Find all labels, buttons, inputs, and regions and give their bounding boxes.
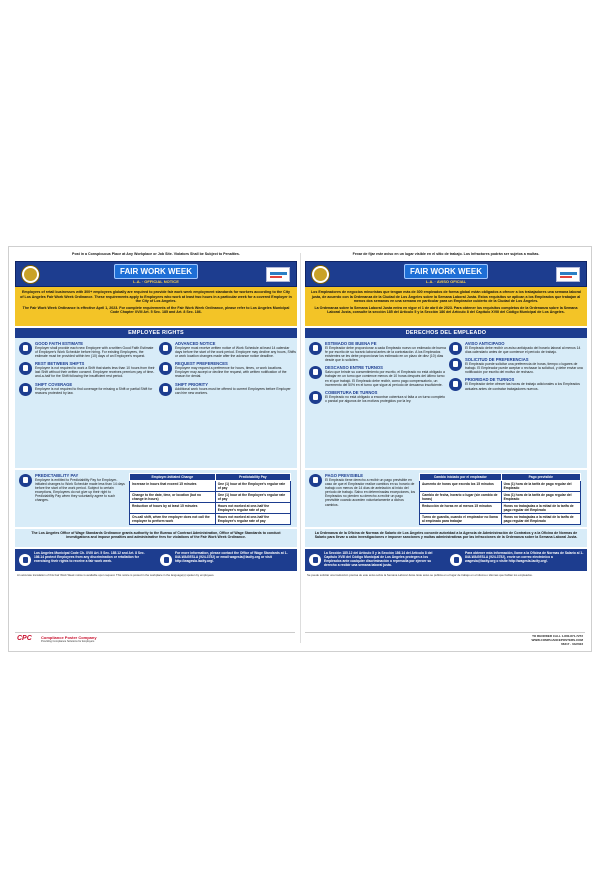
right-item: DESCANSO ENTRE TURNOS Salvo que brinde su consentimiento por escrito, el Empleado no está obligado a trabajar en un turno que comience menos de 10 horas después del último turno en el que trabajó. El Empleado debe recibir, como pago compensatorio, un incremento del 50% en el turno que sigue al período de descanso insuficiente. [307,365,446,386]
fine-print: Se puede solicitar una traducción precisa de este aviso sobre la Semana Laboral Justa. Este aviso se publica en el lugar de trabajo en el idioma o idiomas que hablan los empleados. [307,574,533,577]
intro-panel [305,287,587,326]
spanish-column [301,247,591,647]
wage-standards-logo-icon [556,267,580,282]
company-name: Compliance Poster Company [41,635,97,640]
people-icon [19,383,32,396]
poster-title: FAIR WORK WEEK [114,264,198,279]
section-header: DERECHOS DEL EMPLEADO [305,328,587,338]
table-row: Increase in hours that exceed 15 minutes One (1) hour at the Employee's regular rate of pay [130,481,291,492]
posting-notice: Post in a Conspicuous Place at Any Workplace or Job Site. Violators Shall be Subject to Penalties. [72,252,240,256]
no-retaliation-icon [19,554,31,566]
wage-standards-note: The Los Angeles Office of Wage Standards Ordinance grants authority to the Bureau of Contract Administration, Office of Wage Standards to conduct investigations and impose penalties and administrative fees for violations of the Fair Work Week Ordinance. [15,529,297,547]
right-item: PRIORIDAD DE TURNOS El Empleador debe ofrecer las horas de trabajo adicionales a los Empleados actuales antes de contratar trabajadores nuevos. [447,377,586,390]
poster-footer [15,632,295,645]
intro-effective-text: La Ordenanza sobre la Semana Laboral Justa entra en vigor el 1 de abril de 2023. Para obtener los requisitos completos de la Ordenanza sobre la Semana Laboral Justa, consulte la sección 185 del Artículo 5 y la Sección 186 del Artículo 8 del Capítulo XVIII del Código Municipal de Los Ángeles. [314,305,578,315]
predictability-pay-table: Employer-Initiated Change Predictability Pay Increase in hours that exceed 15 minutes One (1) hour at the Employee's regular rate of pay Change to the date, time, or location (but no change in hours) One (1) hour at the Employee's regular rate of pay Reduction of hours by at least 15 minutes Hours not worked at one-half the Employee's regular rate of pay On-call shift, when the employer does not call the employee to perform work Hours not worked at one-half the Employee's regular rate of pay [129,473,291,525]
no-retaliation-icon [309,554,321,566]
right-item: AVISO ANTICIPADO El Empleado debe recibir un aviso anticipado del horario laboral al menos 14 días calendario antes de que comience el período de trabajo. [447,341,586,354]
poster-header [15,261,297,287]
intro-text: Los Empleadores de negocios minoristas que tengan más de 300 empleados de forma global están obligados a ofrecer a los trabajadores una semana laboral justa, de acuerdo con la Ordenanza de la Ciudad de Los Ángeles sobre la Semana Laboral Justa. Estos requisitos se aplican a los Empleados que trabajan al menos dos semanas en una semana en particular para un Empleador cubierto de la Ciudad de Los Ángeles. [310,290,581,304]
request-icon [159,362,172,375]
wage-standards-logo-icon [266,267,290,282]
poster-title: FAIR WORK WEEK [404,264,488,279]
rights-panel [305,338,587,468]
right-item: ADVANCED NOTICE Employee must receive written notice of Work Schedule at least 14 calendar days before the start of the work period. Employee may decline any hours, Shifts or work location changes made after the advance notice deadline. [157,341,296,358]
right-item: REQUEST PREFERENCES Employee may request a preference for hours, times, or work locations. Employer may accept or decline the request, with written notification of the reason for denial. [157,361,296,378]
request-icon [449,358,462,371]
city-seal-icon [312,266,329,283]
reorder-info: TO REORDER CALL 1-800-871-7272 WWW.COMPLIANCEPOSTERS.COM 66217 · 04/2023 [531,634,583,646]
section-header: EMPLOYEE RIGHTS [15,328,297,338]
poster-header [305,261,587,287]
predictability-pay-panel: PAGO PREVISIBLE El Empleado tiene derecho a recibir un pago previsible en caso de que el Empleador realice cambios en su horario de trabajo con menos de 14 días de antelación al inicio del período de trabajo. Salvo en determinadas excepciones, los Empleados no pierden su derecho a recibir un pago previsible cuando acceden voluntariamente a dichos cambios. Cambio iniciado por el empleador Pago previsible Aumento de horas que exceda los 15 minutos Una (1) hora de la tarifa de pago regular del Empleado Cambio de fecha, horario o lugar (sin cambio de horas) Una (1) hora de la tarifa de pago regular del Empleado Reducción de horas en al menos 15 minutos Horas no trabajadas a la mitad de la tarifa de pago regular del Empleado Turno de guardia, cuando el empleador no llama al empleado para trabajar Horas no trabajadas a la mitad de la tarifa de pago regular del Empleado [305,470,587,527]
cpc-logo-icon: CPC [17,635,32,642]
table-row: Reduction of hours by at least 15 minutes Hours not worked at one-half the Employee's regular rate of pay [130,503,291,514]
table-row: Reducción de horas en al menos 15 minutos Horas no trabajadas a la mitad de la tarifa de pago regular del Empleado [420,503,581,514]
bottom-band: Los Angeles Municipal Code Ch. XVIII Art. 5 Sec. 185.12 and Art. 8 Sec. 186.14 protect Employees from any discrimination or retaliation for exercising their rights to receive a fair work week. For more information, please contact the Office of Wage Standards at 1-844-WAGESLA (924-3752) or email wagesla@lacity.org or visit http://wagesla.lacity.org/. [15,549,297,571]
rights-panel [15,338,297,468]
table-row: On-call shift, when the employer does not call the employee to perform work Hours not worked at one-half the Employee's regular rate of pay [130,514,291,525]
priority-icon [449,378,462,391]
table-row: Cambio de fecha, horario o lugar (sin cambio de horas) Una (1) hora de la tarifa de pago regular del Empleado [420,492,581,503]
predictability-pay-table: Cambio iniciado por el empleador Pago previsible Aumento de horas que exceda los 15 minutos Una (1) hora de la tarifa de pago regular del Empleado Cambio de fecha, horario o lugar (sin cambio de horas) Una (1) hora de la tarifa de pago regular del Empleado Reducción de horas en al menos 15 minutos Horas no trabajadas a la mitad de la tarifa de pago regular del Empleado Turno de guardia, cuando el empleador no llama al empleado para trabajar Horas no trabajadas a la mitad de la tarifa de pago regular del Empleado [419,473,581,525]
estimate-icon [19,342,32,355]
poster-subtitle: L.A. · AVISO OFICIAL [425,279,467,284]
fair-work-week-poster [8,246,592,652]
table-row: Change to the date, time, or location (but no change in hours) One (1) hour at the Employee's regular rate of pay [130,492,291,503]
checklist-icon [159,342,172,355]
bottom-band: La Sección 185.12 del Artículo 5 y la Sección 186.14 del Artículo 8 del Capítulo XVIII del Código Municipal de Los Ángeles protegen a los Empleados ante cualquier discriminación o represalia por ejercer su derecho a recibir una semana laboral justa. Para obtener más información, llame a la Oficina de Normas de Salario al 1-844-WAGESLA (924-3752), envíe un correo electrónico a wagesla@lacity.org o visite http://wagesla.lacity.org/. [305,549,587,571]
bed-icon [309,366,322,379]
poster-subtitle: L.A. · OFFICIAL NOTICE [133,279,179,284]
right-item: SOLICITUD DE PREFERENCIAS El Empleado puede solicitar una preferencia de horas, tiempo o lugares de trabajo. El Empleador puede aceptar o rechazar la solicitud, y debe enviar una notificación por escrito del motivo de rechazo. [447,357,586,374]
people-icon [309,391,322,404]
predictability-pay-panel: PREDICTABILITY PAY Employee is entitled to Predictability Pay for Employer-initiated changes to Work Schedule made less than 14 days before the start of the work period. Subject to certain exceptions, Employees do not give up their right to Predictability Pay when they voluntarily agree to such changes. Employer-Initiated Change Predictability Pay Increase in hours that exceed 15 minutes One (1) hour at the Employee's regular rate of pay Change to the date, time, or location (but no change in hours) One (1) hour at the Employee's regular rate of pay Reduction of hours by at least 15 minutes Hours not worked at one-half the Employee's regular rate of pay On-call shift, when the employer does not call the employee to perform work Hours not worked at one-half the Employee's regular rate of pay [15,470,297,527]
poster-footer [305,632,585,645]
estimate-icon [309,342,322,355]
pay-icon [309,474,322,487]
intro-text: Employers of retail businesses with 300+ employees globally are required to provide fair work week employment standards for workers according to the City of Los Angeles Fair Work Week Ordinance. These requirements apply to Employees who work at least two hours in a particular week for a covered Employer in the City of Los Angeles. [20,290,292,304]
intro-panel [15,287,297,326]
info-icon [450,554,462,566]
priority-icon [159,383,172,396]
right-item: GOOD FAITH ESTIMATE Employer shall provide each new Employee with a written Good Faith Estimate of Employee's Work Schedule before hiring. For existing Employees, the estimate must be provided within ten (10) days of an Employee's request. [17,341,156,358]
fine-print: An accurate translation of this Fair Work Week notice is available upon request. This notice is posted in the workplace in the language(s) spoken by employees. [17,574,215,577]
company-tagline: Providing Compliance Solutions for Employers [41,640,95,643]
posting-notice: Fexar de fijar este aviso en un lugar visible en el sitio de trabajo. Los Infractores podrán ser sujetos a multas. [352,252,540,256]
bed-icon [19,362,32,375]
wage-standards-note: La Ordenanza de la Oficina de Normas de Salario de Los Ángeles concede autoridad a la Agencia de Administración de Contratos y a la Oficina de Normas de Salario para llevar a cabo investigaciones e imponer sanciones y multas administrativas por las infracciones de la Ordenanza sobre la Semana Laboral Justa. [305,529,587,547]
intro-effective-text: The Fair Work Week Ordinance is effective April 1, 2023. For complete requirements of the Fair Work Week Ordinance, please refer to Los Angeles Municipal Code Chapter XVIII Art. 5 Sec. 185 and Art. 8 Sec. 186. [22,305,290,315]
english-column [11,247,301,647]
pay-icon [19,474,32,487]
info-icon [160,554,172,566]
right-item: ESTIMADO DE BUENA FE El Empleador debe proporcionar a cada Empleado nuevo un estimado de buena fe por escrito de su horario laboral antes de la contratación. A los Empleados existentes se les debe proporcionar los estimado en un plazo de diez (10) días desde que lo soliciten. [307,341,446,362]
table-row: Turno de guardia, cuando el empleador no llama al empleado para trabajar Horas no trabajadas a la mitad de la tarifa de pago regular del Empleado [420,514,581,525]
right-item: COBERTURA DE TURNOS El Empleado no está obligado a encontrar cobertura si falta a un turno completo o parcial por algunos de los motivos protegidos por la ley. [307,390,446,403]
right-item: SHIFT COVERAGE Employee is not required to find coverage for missing a Shift or partial Shift for reasons protected by law. [17,382,156,395]
checklist-icon [449,342,462,355]
right-item: REST BETWEEN SHIFTS Employee is not required to work a Shift that starts less than 10 hours from their last Shift without their written consent. Employee receives premium pay of time-and-a-half for the Shift following the insufficient rest period. [17,361,156,378]
table-row: Aumento de horas que exceda los 15 minutos Una (1) hora de la tarifa de pago regular del Empleado [420,481,581,492]
right-item: SHIFT PRIORITY Additional work hours must be offered to current Employees before Employer can hire new workers. [157,382,296,395]
city-seal-icon [22,266,39,283]
